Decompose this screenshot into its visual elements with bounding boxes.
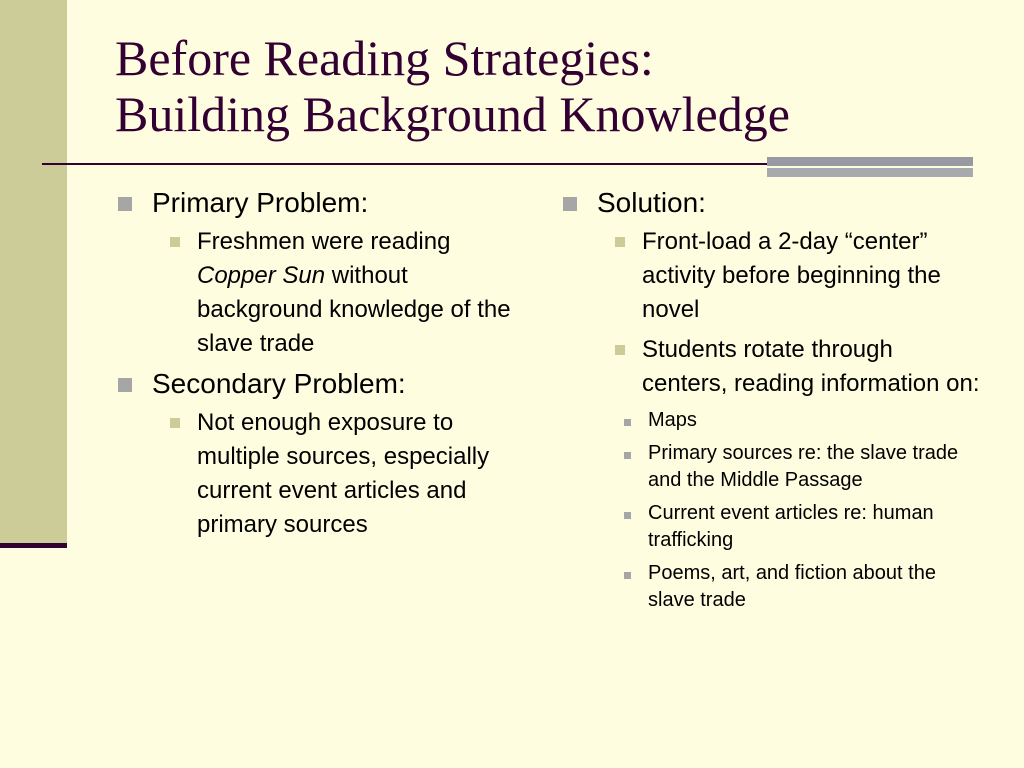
problem-list <box>115 186 525 542</box>
center-topic-maps: Maps <box>560 407 980 434</box>
slide-title <box>115 30 995 142</box>
problem-column <box>115 186 525 548</box>
center-topic-poems-art-fiction: Poems, art, and fiction about the slave trade <box>560 560 980 614</box>
solution-point-frontload: Front-load a 2-day “center” activity before beginning the novel <box>597 225 980 327</box>
left-accent-band <box>0 0 67 545</box>
solution-list <box>560 186 980 614</box>
left-accent-underline <box>0 543 67 548</box>
primary-problem-detail <box>152 225 525 361</box>
primary-problem-text-after: without background knowledge of the slave trade <box>197 262 511 357</box>
center-topic-current-events: Current event articles re: human trafficking <box>560 500 980 554</box>
solution-point-rotate: Students rotate through centers, reading information on: <box>597 333 980 401</box>
slide-title-line-2: Building Background Knowledge <box>115 86 790 142</box>
solution-column <box>560 186 980 620</box>
primary-problem-heading: Primary Problem: <box>115 186 525 219</box>
solution-details <box>597 225 980 614</box>
primary-problem-text-before: Freshmen were reading <box>197 228 451 255</box>
title-accent-bar <box>767 157 973 179</box>
title-accent-bar-upper <box>767 157 973 166</box>
title-accent-bar-lower <box>767 168 973 177</box>
novel-title-copper-sun: Copper Sun <box>197 262 326 289</box>
secondary-problem-detail: Not enough exposure to multiple sources, especially current event articles and primary sources <box>152 406 525 542</box>
primary-problem-details <box>152 225 525 361</box>
secondary-problem-heading: Secondary Problem: <box>115 367 525 400</box>
title-divider-rule <box>42 163 767 165</box>
secondary-problem-details <box>152 406 525 542</box>
center-topic-primary-sources: Primary sources re: the slave trade and the Middle Passage <box>560 440 980 494</box>
slide-title-line-1: Before Reading Strategies: <box>115 30 654 86</box>
solution-heading: Solution: <box>560 186 980 219</box>
